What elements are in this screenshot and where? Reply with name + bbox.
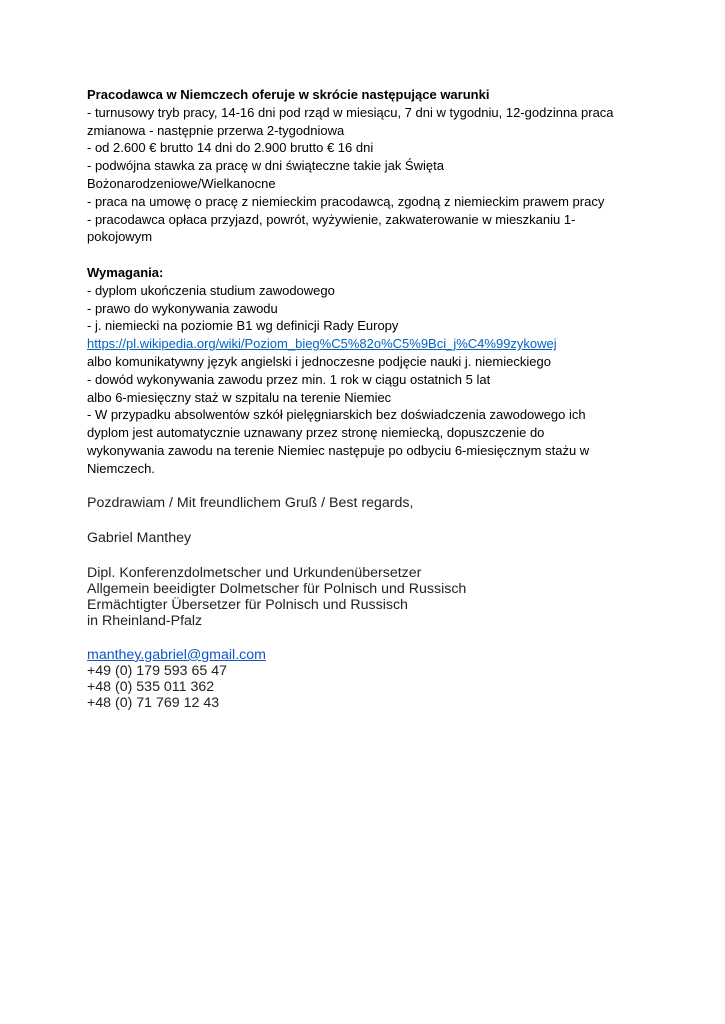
offer-line: - turnusowy tryb pracy, 14-16 dni pod rząd w miesiącu, 7 dni w tygodniu, 12-godzinna praca <box>87 104 614 120</box>
requirement-line: albo 6-miesięczny staż w szpitalu na terenie Niemiec <box>87 389 392 405</box>
offer-heading: Pracodawca w Niemczech oferuje w skrócie następujące warunki <box>87 87 490 102</box>
requirement-line: albo komunikatywny język angielski i jednoczesne podjęcie nauki j. niemieckiego <box>87 353 551 369</box>
signature-titles <box>87 565 687 629</box>
requirement-line: - prawo do wykonywania zawodu <box>87 300 278 316</box>
offer-line: - od 2.600 € brutto 14 dni do 2.900 brutto € 16 dni <box>87 140 374 156</box>
phone-number: +48 (0) 535 011 362 <box>87 679 215 695</box>
signature-title-line: Ermächtigter Übersetzer für Polnisch und Russisch <box>87 597 408 613</box>
phone-number: +48 (0) 71 769 12 43 <box>87 695 220 711</box>
phone-number: +49 (0) 179 593 65 47 <box>87 663 228 679</box>
offer-line: zmianowa - następnie przerwa 2-tygodniowa <box>87 122 345 138</box>
requirements-heading: Wymagania: <box>87 264 164 280</box>
requirement-line: - dowód wykonywania zawodu przez min. 1 rok w ciągu ostatnich 5 lat <box>87 371 491 387</box>
offer-line: Bożonarodzeniowe/Wielkanocne <box>87 175 276 191</box>
paragraph-gap <box>87 246 687 264</box>
signature-name: Gabriel Manthey <box>87 530 192 546</box>
signature-contact <box>87 647 687 711</box>
requirement-line: wykonywania zawodu na terenie Niemiec następuje po odbyciu 6-miesięcznym stażu w <box>87 442 590 458</box>
signature-name-block <box>87 530 687 546</box>
wikipedia-link[interactable]: https://pl.wikipedia.org/wiki/Poziom_bieg%C5%82o%C5%9Bci_j%C4%99zykowej <box>87 336 557 352</box>
requirement-line: - W przypadku absolwentów szkół pielęgniarskich bez doświadczenia zawodowego ich <box>87 407 586 423</box>
email-link[interactable]: manthey.gabriel@gmail.com <box>87 647 266 663</box>
offer-line: pokojowym <box>87 229 153 245</box>
signature-greeting-block <box>87 495 687 511</box>
requirement-line: dyplom jest automatycznie uznawany przez stronę niemiecką, dopuszczenie do <box>87 425 545 441</box>
signature-greeting: Pozdrawiam / Mit freundlichem Gruß / Best regards, <box>87 495 414 511</box>
signature-title-line: Allgemein beeidigter Dolmetscher für Polnisch und Russisch <box>87 581 467 597</box>
requirement-line: Niemczech. <box>87 460 155 476</box>
requirement-line: - dyplom ukończenia studium zawodowego <box>87 282 335 298</box>
signature-title-line: in Rheinland-Pfalz <box>87 613 203 629</box>
letter-body <box>87 86 687 478</box>
requirement-line: - j. niemiecki na poziomie B1 wg definicji Rady Europy <box>87 318 399 334</box>
signature-title-line: Dipl. Konferenzdolmetscher und Urkundenübersetzer <box>87 565 422 581</box>
offer-line: - pracodawca opłaca przyjazd, powrót, wyżywienie, zakwaterowanie w mieszkaniu 1- <box>87 211 576 227</box>
offer-line: - praca na umowę o pracę z niemieckim pracodawcą, zgodną z niemieckim prawem pracy <box>87 193 605 209</box>
offer-line: - podwójna stawka za pracę w dni świąteczne takie jak Święta <box>87 158 444 174</box>
